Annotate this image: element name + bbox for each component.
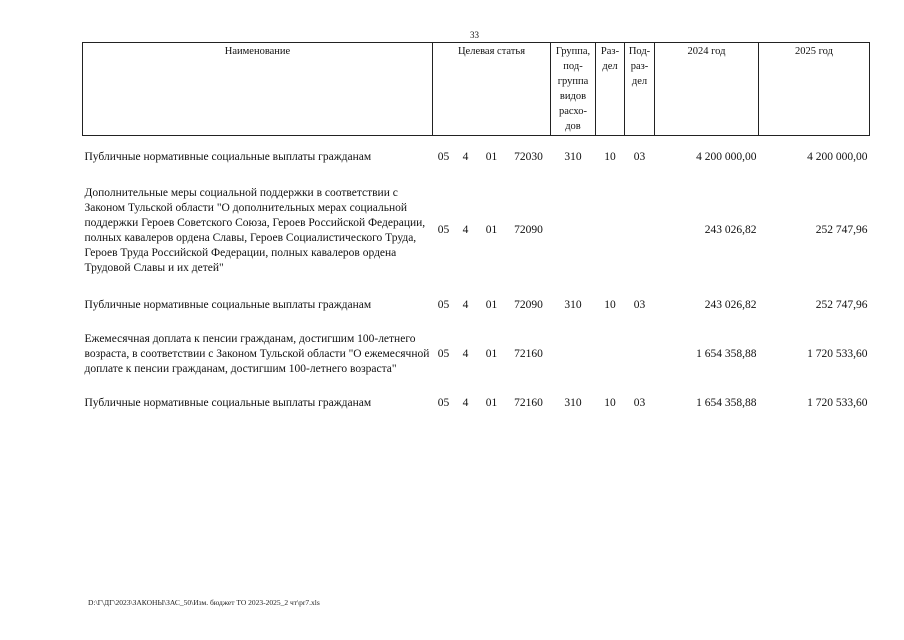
amount-2025: 4 200 000,00	[807, 151, 868, 163]
expense-group	[551, 322, 596, 388]
amount-2025: 252 747,96	[815, 224, 868, 236]
expense-group: 310	[564, 299, 582, 311]
page-number: 33	[470, 30, 479, 40]
header-subsection: Под-раз-дел	[625, 43, 655, 136]
header-target-article: Целевая статья	[433, 43, 551, 136]
target-code-1: 05	[437, 348, 450, 360]
header-year-2024: 2024 год	[655, 43, 759, 136]
amount-2025: 252 747,96	[815, 299, 868, 311]
target-code-1: 05	[437, 299, 450, 311]
target-code-3: 01	[485, 299, 498, 311]
target-code-2: 4	[462, 348, 469, 360]
row-name: Публичные нормативные социальные выплаты гражданам	[84, 151, 372, 163]
target-code-2: 4	[462, 151, 469, 163]
budget-table	[82, 42, 870, 414]
target-code-3: 01	[485, 348, 498, 360]
header-year-2025: 2025 год	[759, 43, 870, 136]
header-name: Наименование	[83, 43, 433, 136]
target-code-1: 05	[437, 224, 450, 236]
target-code-2: 4	[462, 299, 469, 311]
section	[596, 184, 625, 278]
subsection: 03	[633, 151, 646, 163]
expense-group	[551, 184, 596, 278]
row-name: Дополнительные меры социальной поддержки в соответствии с Законом Тульской области "О дополнительных мерах социальной поддержки Героев Советского Союза, Героев Российской Федерации, полных кавалеров ордена Славы, Героев Социалистического Труда, Героев Труда Российской Федерации, полных кавалеров ордена Трудовой Славы и их детей"	[84, 186, 426, 274]
footer-file-path: D:\Г\ДГ\2023\ЗАКОНЫ\ЗАС_50\Изм. бюджет ТО 2023-2025_2 чт\pr7.xls	[88, 598, 320, 607]
section: 10	[604, 299, 616, 311]
row-name: Публичные нормативные социальные выплаты гражданам	[84, 397, 372, 409]
table-row	[83, 184, 870, 278]
target-code-4: 72090	[514, 224, 543, 236]
table-row	[83, 296, 870, 316]
amount-2025: 1 720 533,60	[807, 397, 868, 409]
row-name: Публичные нормативные социальные выплаты гражданам	[84, 299, 372, 311]
subsection	[625, 322, 655, 388]
section: 10	[604, 397, 616, 409]
target-code-3: 01	[485, 224, 498, 236]
target-code-4: 72160	[514, 397, 543, 409]
subsection: 03	[633, 397, 646, 409]
target-code-2: 4	[462, 397, 469, 409]
table-row	[83, 322, 870, 388]
target-code-4: 72090	[514, 299, 543, 311]
subsection	[625, 184, 655, 278]
amount-2024: 1 654 358,88	[696, 397, 757, 409]
amount-2024: 243 026,82	[704, 299, 757, 311]
row-name: Ежемесячная доплата к пенсии гражданам, достигшим 100-летнего возраста, в соответствии с Законом Тульской области "О ежемесячной доплате к пенсии гражданам, достигшим 100-летнего возраста"	[84, 333, 430, 375]
table-row	[83, 394, 870, 414]
section: 10	[604, 151, 616, 163]
target-code-3: 01	[485, 397, 498, 409]
subsection: 03	[633, 299, 646, 311]
table-row	[83, 148, 870, 168]
expense-group: 310	[564, 397, 582, 409]
target-code-4: 72030	[514, 151, 543, 163]
header-expense-group: Группа, под-группа видов расхо-дов	[551, 43, 596, 136]
amount-2024: 243 026,82	[704, 224, 757, 236]
section	[596, 322, 625, 388]
target-code-3: 01	[485, 151, 498, 163]
header-row	[83, 43, 870, 136]
amount-2025: 1 720 533,60	[807, 348, 868, 360]
amount-2024: 1 654 358,88	[696, 348, 757, 360]
target-code-4: 72160	[514, 348, 543, 360]
target-code-2: 4	[462, 224, 469, 236]
header-section: Раз-дел	[596, 43, 625, 136]
target-code-1: 05	[437, 151, 450, 163]
target-code-1: 05	[437, 397, 450, 409]
expense-group: 310	[564, 151, 582, 163]
amount-2024: 4 200 000,00	[696, 151, 757, 163]
